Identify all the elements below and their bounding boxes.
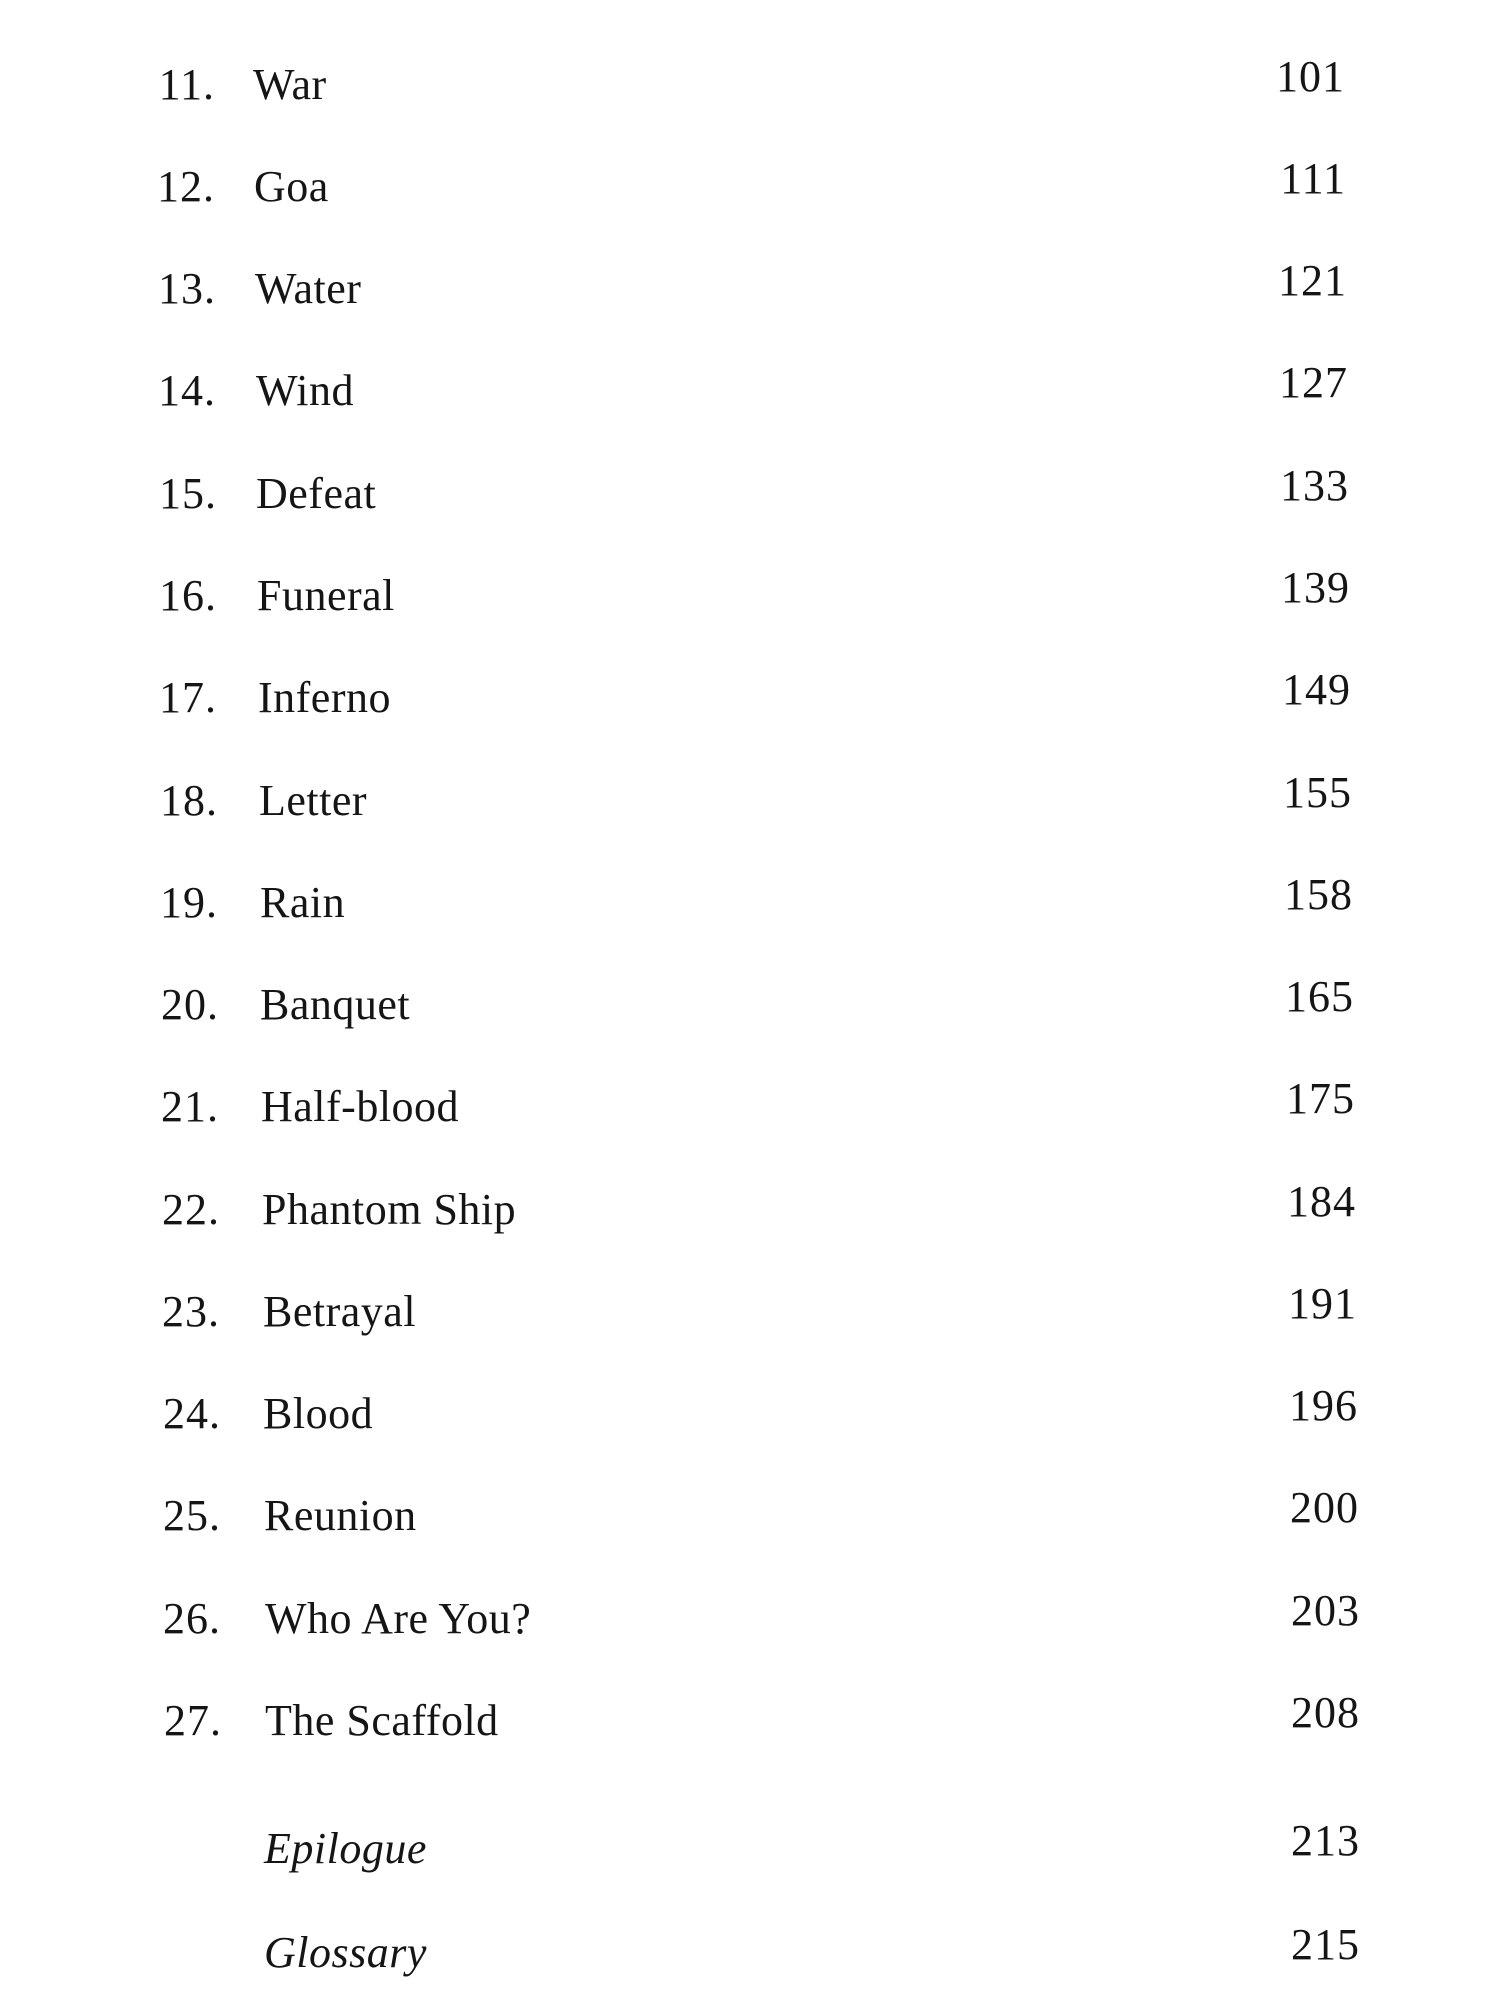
toc-entry[interactable] [0, 663, 1500, 733]
chapter-number: 13. [158, 264, 216, 313]
chapter-title: War [253, 60, 327, 109]
chapter-number: 26. [163, 1594, 221, 1643]
chapter-number: 22. [162, 1185, 220, 1234]
chapter-number: 19. [160, 878, 218, 927]
chapter-number: 16. [159, 571, 217, 620]
chapter-title: Water [255, 264, 362, 313]
chapter-number: 25. [163, 1491, 221, 1540]
chapter-title: Defeat [256, 469, 377, 518]
chapter-title: Rain [260, 878, 346, 927]
chapter-title: Reunion [264, 1491, 417, 1540]
page-number: 127 [1279, 358, 1348, 407]
page-number: 175 [1286, 1074, 1355, 1123]
page-number: 191 [1288, 1279, 1357, 1328]
toc-entry-glossary[interactable] [0, 1918, 1500, 1988]
chapter-number: 24. [163, 1389, 221, 1438]
chapter-title: Phantom Ship [262, 1185, 517, 1234]
chapter-number: 12. [157, 162, 215, 211]
chapter-title: Wind [256, 366, 354, 415]
page-number: 158 [1284, 870, 1353, 919]
toc-entry[interactable] [0, 561, 1500, 631]
page-number: 196 [1289, 1381, 1358, 1430]
chapter-number: 15. [159, 469, 217, 518]
page-number: 208 [1291, 1688, 1360, 1737]
toc-entry[interactable] [0, 1379, 1500, 1449]
chapter-number: 20. [161, 980, 219, 1029]
toc-entry[interactable] [0, 356, 1500, 426]
toc-entry[interactable] [0, 868, 1500, 938]
chapter-title: The Scaffold [265, 1696, 499, 1745]
page-number: 149 [1282, 665, 1351, 714]
toc-entry[interactable] [0, 254, 1500, 324]
page-number: 184 [1287, 1177, 1356, 1226]
toc-entry[interactable] [0, 1481, 1500, 1551]
chapter-title: Banquet [260, 980, 411, 1029]
toc-entry[interactable] [0, 50, 1500, 120]
page-number: 133 [1280, 461, 1349, 510]
toc-entry[interactable] [0, 1277, 1500, 1347]
chapter-title: Inferno [258, 673, 391, 722]
toc-entry[interactable] [0, 1175, 1500, 1245]
page-number: 111 [1280, 154, 1346, 203]
chapter-number: 14. [158, 366, 216, 415]
toc-entry[interactable] [0, 766, 1500, 836]
chapter-title: Half-blood [261, 1082, 460, 1131]
page-number: 203 [1291, 1586, 1360, 1635]
toc-entry[interactable] [0, 970, 1500, 1040]
page-number: 213 [1291, 1816, 1360, 1865]
chapter-title: Funeral [257, 571, 395, 620]
page-number: 121 [1278, 256, 1347, 305]
chapter-number: 18. [160, 776, 218, 825]
page-number: 200 [1290, 1483, 1359, 1532]
toc-entry[interactable] [0, 1584, 1500, 1654]
page-number: 215 [1291, 1920, 1360, 1969]
chapter-number: 21. [161, 1082, 219, 1131]
glossary-title: Glossary [264, 1928, 427, 1977]
toc-entry[interactable] [0, 1072, 1500, 1142]
chapter-title: Betrayal [263, 1287, 417, 1336]
chapter-title: Goa [254, 162, 329, 211]
page-number: 139 [1281, 563, 1350, 612]
chapter-number: 11. [158, 60, 215, 109]
chapter-number: 17. [159, 673, 217, 722]
page-number: 155 [1283, 768, 1352, 817]
chapter-number: 23. [162, 1287, 220, 1336]
toc-entry[interactable] [0, 1686, 1500, 1756]
chapter-title: Who Are You? [265, 1594, 532, 1643]
toc-entry[interactable] [0, 152, 1500, 222]
toc-entry-epilogue[interactable] [0, 1814, 1500, 1884]
epilogue-title: Epilogue [264, 1824, 427, 1873]
chapter-title: Blood [263, 1389, 374, 1438]
chapter-title: Letter [259, 776, 368, 825]
page-number: 165 [1285, 972, 1354, 1021]
toc-entry[interactable] [0, 459, 1500, 529]
page-number: 101 [1276, 52, 1345, 101]
chapter-number: 27. [164, 1696, 222, 1745]
